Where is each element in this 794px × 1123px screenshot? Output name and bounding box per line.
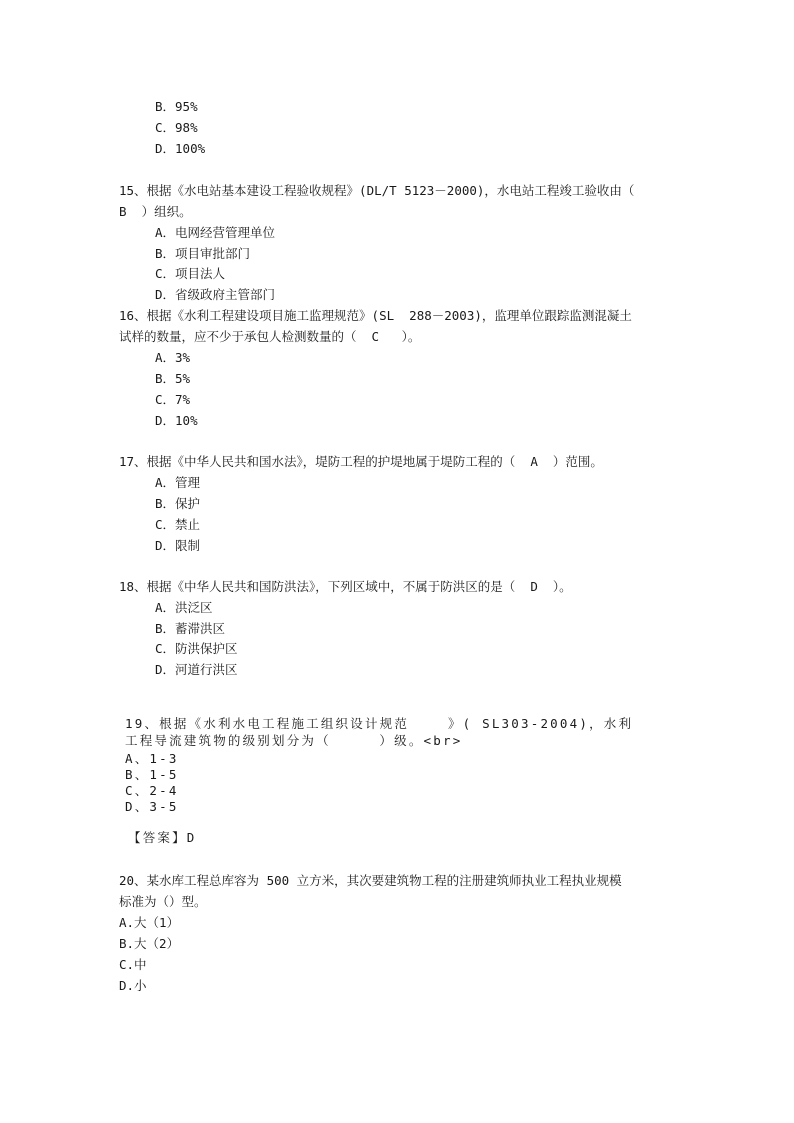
- q18-option-a: A．洪泛区: [155, 600, 213, 615]
- q15-option-c: C．项目法人: [155, 266, 226, 281]
- q17-option-d: D．限制: [155, 538, 201, 553]
- q16-option-d: D．10%: [155, 413, 198, 428]
- q15-option-b: B．项目审批部门: [155, 246, 251, 261]
- q15-option-a: A．电网经营管理单位: [155, 225, 276, 240]
- q14-option-d: D．100%: [155, 141, 206, 156]
- q20-option-c: C.中: [119, 957, 147, 972]
- q20-stem-line1: 20、某水库工程总库容为 500 立方米，其次要建筑物工程的注册建筑师执业工程执业规模: [119, 873, 622, 888]
- q15-option-d: D．省级政府主管部门: [155, 287, 276, 302]
- q16-option-c: C．7%: [155, 392, 191, 407]
- q18-option-d: D．河道行洪区: [155, 662, 238, 677]
- q17-option-b: B．保护: [155, 496, 201, 511]
- q17-option-c: C．禁止: [155, 517, 201, 532]
- q19-stem-line1: 19、根据《水利水电工程施工组织设计规范 》( SL303-2004)，水利: [125, 716, 634, 731]
- q16-option-a: A．3%: [155, 350, 191, 365]
- q18-option-b: B．蓄滞洪区: [155, 621, 226, 636]
- q20-option-d: D.小: [119, 978, 147, 993]
- q15-stem-line1: 15、根据《水电站基本建设工程验收规程》(DL/T 5123－2000)，水电站工程竣工验收由（: [119, 183, 635, 198]
- q17-option-a: A．管理: [155, 475, 201, 490]
- q19-option-d: D、3-5: [125, 799, 179, 814]
- q20-option-a: A.大（1）: [119, 915, 180, 930]
- q20-stem-line2: 标准为（）型。: [119, 894, 207, 909]
- q15-stem-line2: B ）组织。: [119, 204, 192, 219]
- q20-option-b: B.大（2）: [119, 936, 180, 951]
- q19-option-c: C、2-4: [125, 783, 179, 798]
- q14-option-c: C．98%: [155, 120, 198, 135]
- q19-answer: 【答案】D: [128, 830, 197, 845]
- q18-stem-line1: 18、根据《中华人民共和国防洪法》，下列区域中，不属于防洪区的是（ D ）。: [119, 579, 572, 594]
- q16-stem-line1: 16、根据《水利工程建设项目施工监理规范》(SL 288－2003)，监理单位跟踪监测混凝土: [119, 308, 632, 323]
- q16-stem-line2: 试样的数量，应不少于承包人检测数量的（ C ）。: [119, 329, 421, 344]
- q19-option-a: A、1-3: [125, 751, 179, 766]
- q19-stem-line2: 工程导流建筑物的级别划分为（ ）级。<br>: [125, 733, 463, 748]
- q19-option-b: B、1-5: [125, 767, 179, 782]
- q14-option-b: B．95%: [155, 99, 198, 114]
- q18-option-c: C．防洪保护区: [155, 641, 238, 656]
- q17-stem-line1: 17、根据《中华人民共和国水法》，堤防工程的护堤地属于堤防工程的（ A ）范围。: [119, 454, 603, 469]
- q16-option-b: B．5%: [155, 371, 191, 386]
